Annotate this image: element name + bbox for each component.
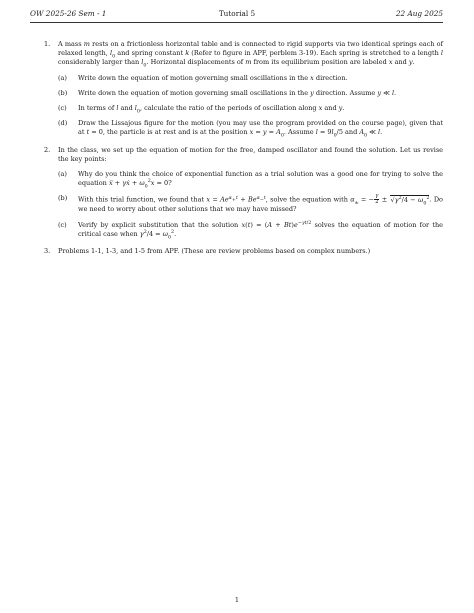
header-title: Tutorial 5 bbox=[218, 9, 256, 18]
page-number: 1 bbox=[234, 596, 240, 604]
problem-1: 1. A mass m rests on a frictionless horizontal table and is connected to rigid supports via two identical springs each of relaxed length, $l_0$ and spring constant k (Refer to figure in APF, perblem 3-19). Each spring is stretched to a length l considerably larger than $l_0$. Horizontal displacements of m from its equilibrium position are labeled x and y. (a) Write down the equation of motion governing small oscillations in the x direction. (b) Write down the equation of motion governing small oscillations in the y direction. Assume y ≪ l. (c) In terms of l and $l_0$, calculate the ratio of the periods of oscillation along x and y. (d) Draw the Lissajous figure for the motion (you may use the program provided on the course page), given that at t = 0, the particle is at rest and is at the position $x = y = A_0$. Assume $l = 9l_0/5$ and $A_0$ ≪ l. bbox=[44, 40, 444, 139]
subpart-1b: (b) Write down the equation of motion governing small oscillations in the y direction. Assume y ≪ l. bbox=[58, 88, 397, 97]
problem-3: 3. Problems 1-1, 1-3, and 1-5 from APF. (These are review problems based on complex numbers.) bbox=[44, 247, 371, 256]
subpart-1d: (d) Draw the Lissajous figure for the motion (you may use the program provided on the course page), given that at t = 0, the particle is at rest and is at the position $x = y = A_0$. Assume $l = 9l_0/5$ and $A_0$ ≪ l. bbox=[58, 119, 443, 139]
header-rule bbox=[30, 22, 443, 23]
subpart-2c: (c) Verify by explicit substitution that the solution $x(t) = (A + Bt)e^{-\gamma t/2}$ solves the equation of motion for the critical case when $\gamma^2/4 = \omega_0^2$. bbox=[58, 220, 443, 241]
problem-2: 2. In the class, we set up the equation of motion for the free, damped oscillator and found the solution. Let us revise the key points: (a) Why do you think the choice of exponential function as a trial solution was a good one for trying to solve the equation ẍ + γẋ + $\omega_0^2x = 0$? (b) With this trial function, we found that $x = Ae^{\alpha_+t} + Be^{\alpha_-t}$, solve the equation with $\alpha_\pm$ = − $\frac{\gamma}{2}$ ± $√\gamma^2/4 - \omega_0^2$. Do we need to worry about other solutions that we may have missed? (c) Verify by explicit substitution that the solution $x(t) = (A + Bt)e^{-\gamma t/2}$ solves the equation of motion for the critical case when $\gamma^2/4 = \omega_0^2$. bbox=[44, 145, 443, 241]
problem-number: 1. bbox=[44, 40, 51, 48]
subpart-1c: (c) In terms of l and $l_0$, calculate the ratio of the periods of oscillation along x and y. bbox=[58, 104, 345, 115]
problem-number: 3. bbox=[44, 247, 51, 256]
problem-list bbox=[30, 40, 443, 264]
subpart-1a: (a) Write down the equation of motion governing small oscillations in the x direction. bbox=[58, 73, 348, 82]
problem-number: 2. bbox=[44, 145, 51, 154]
subpart-2a: (a) Why do you think the choice of exponential function as a trial solution was a good one for trying to solve the equation ẍ + γẋ + $\omega_0^2x = 0$? bbox=[58, 170, 443, 190]
header-course: OW 2025-26 Sem - 1 bbox=[30, 9, 107, 18]
header-date: 22 Aug 2025 bbox=[395, 9, 443, 18]
subpart-2b: (b) With this trial function, we found that $x = Ae^{\alpha_+t} + Be^{\alpha_-t}$, solve the equation with $\alpha_\pm$ = − $\frac{\gamma}{2}$ ± $√\gamma^2/4 - \omega_0^2$. Do we need to worry about other solutions that we may have missed? bbox=[58, 193, 443, 214]
